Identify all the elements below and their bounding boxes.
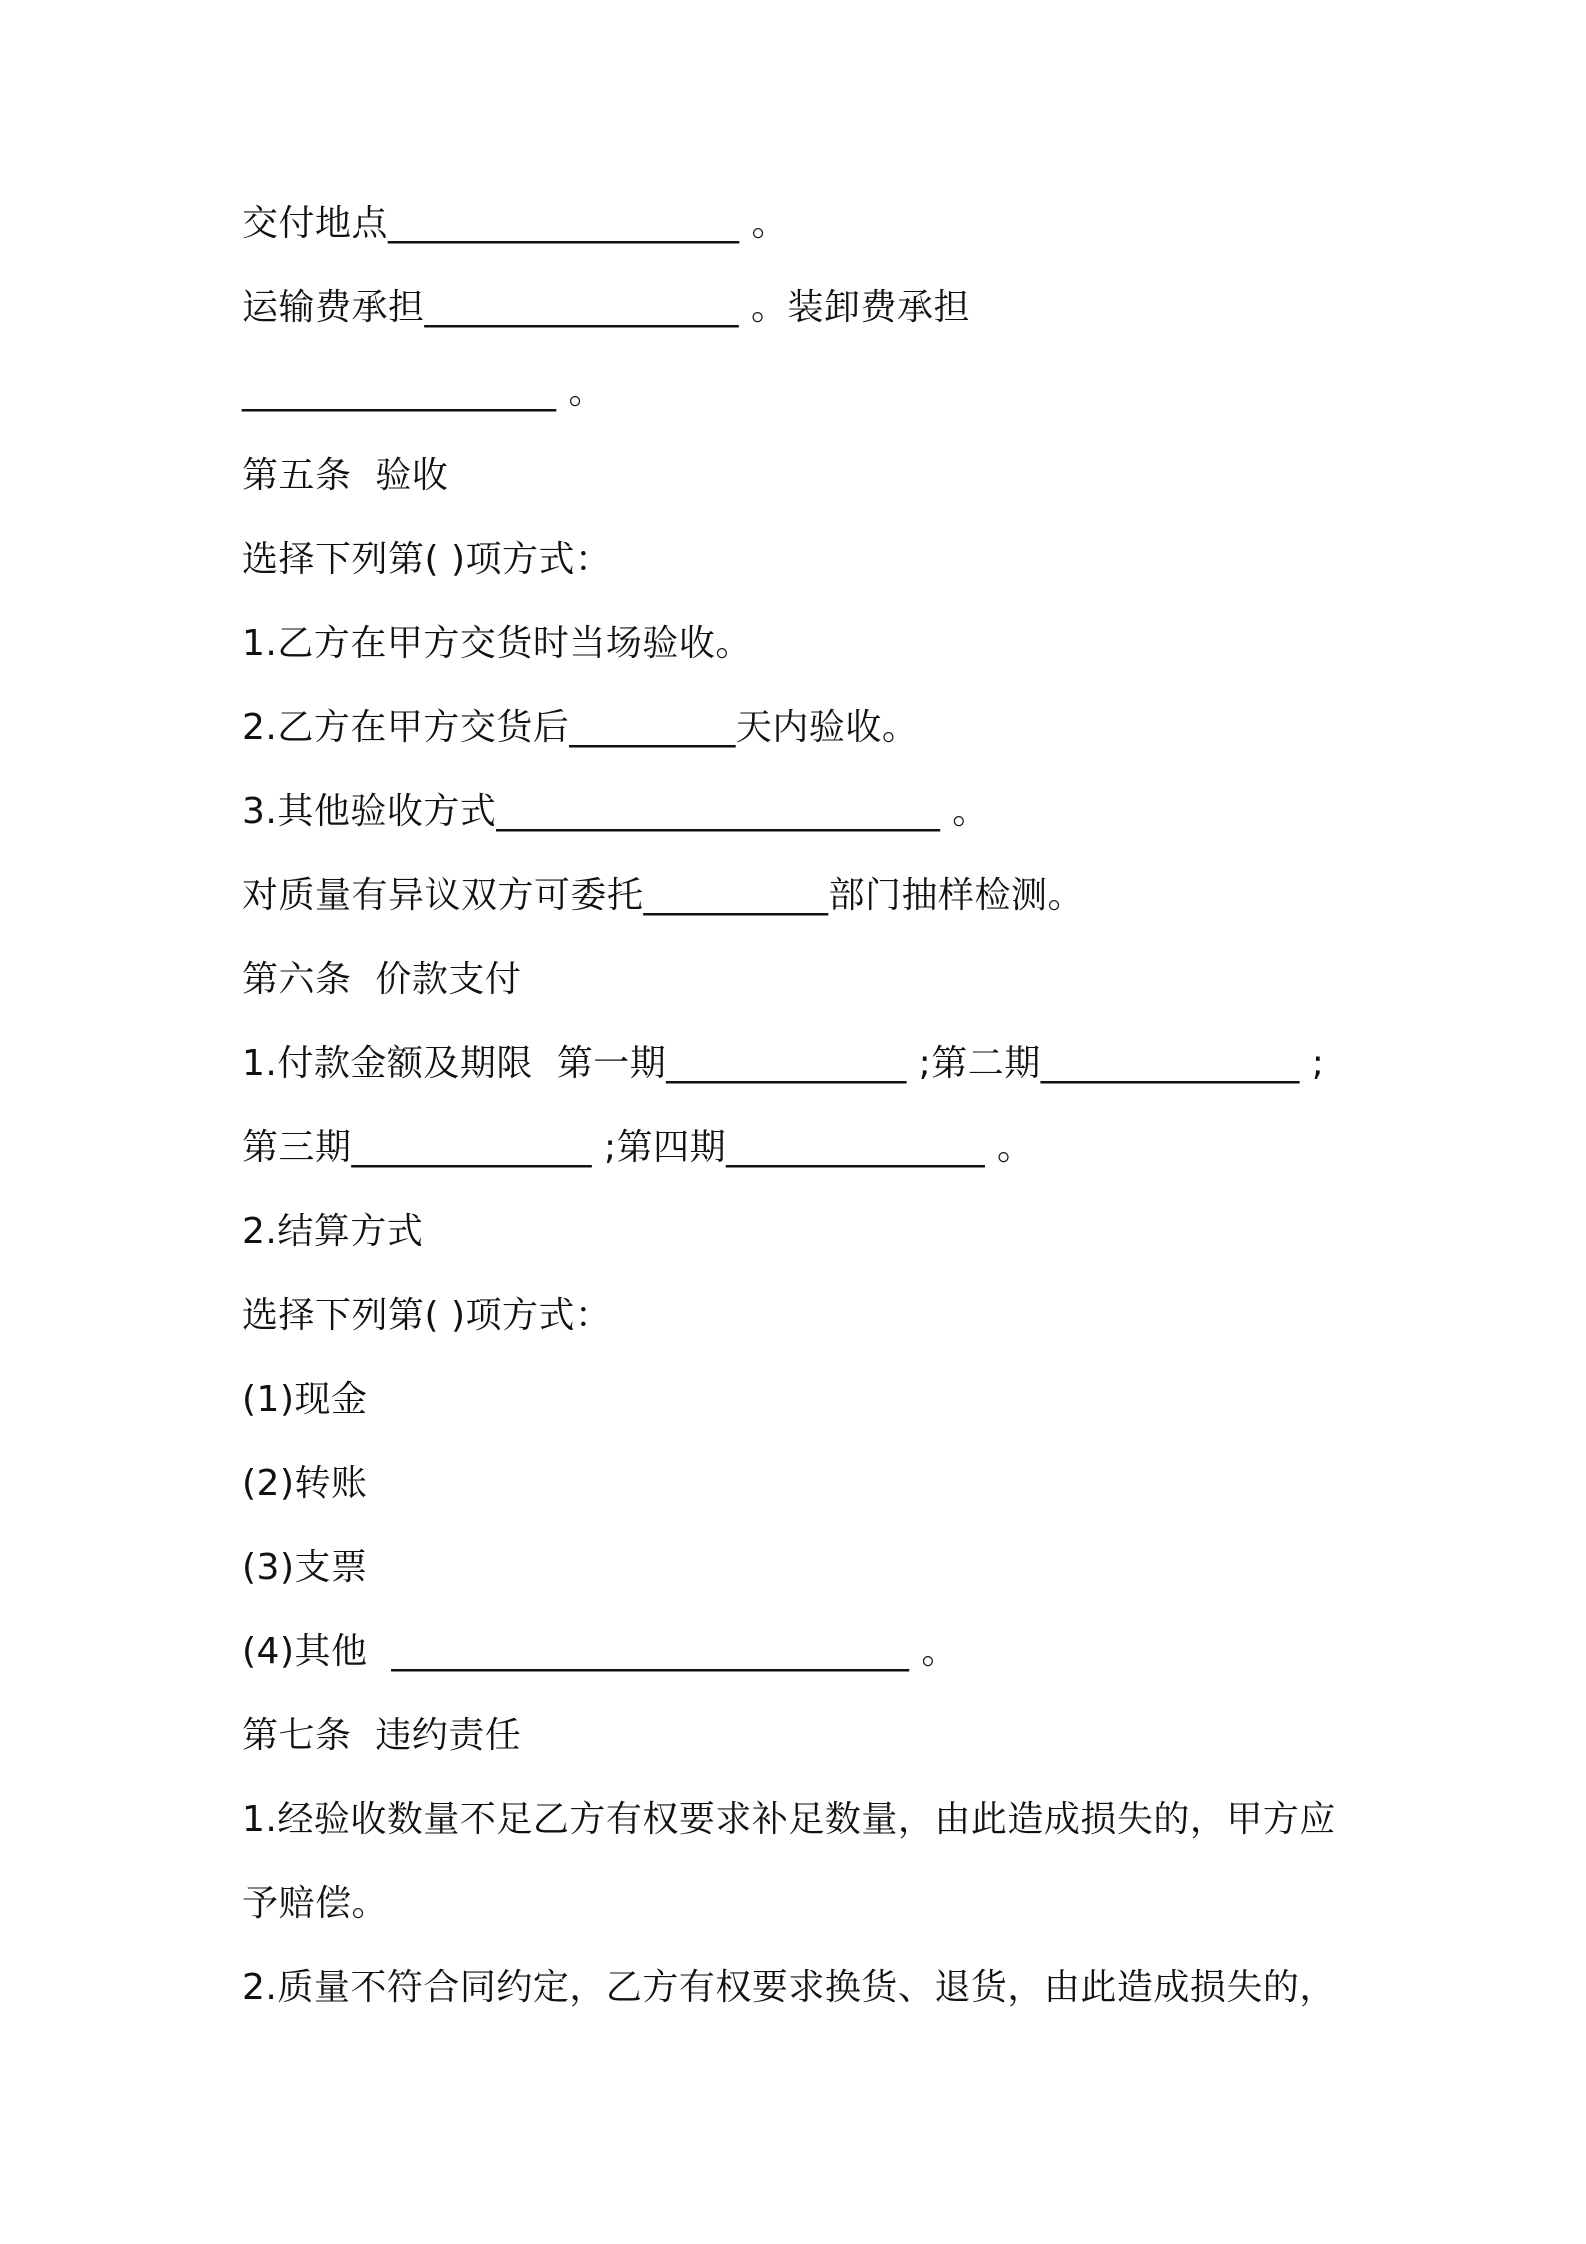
liability-clause-2a: 2.质量不符合同约定，乙方有权要求换货、退货，由此造成损失的， <box>242 1967 1336 2008</box>
acceptance-choice-line: 选择下列第( )项方式： <box>242 539 612 580</box>
payment-schedule-line-2: 第三期_____________ ;第四期______________ 。 <box>242 1127 1034 1168</box>
article-5-heading: 第五条 验收 <box>242 455 449 496</box>
delivery-location-line: 交付地点___________________ 。 <box>242 203 788 244</box>
payment-schedule-line-1: 1.付款金额及期限 第一期_____________ ;第二期______________ ; <box>242 1043 1325 1084</box>
freight-cost-line: 运输费承担_________________ 。装卸费承担 <box>242 287 970 328</box>
liability-clause-1b: 予赔偿。 <box>242 1883 389 1924</box>
settlement-option-transfer: (2)转账 <box>242 1463 368 1504</box>
settlement-choice-line: 选择下列第( )项方式： <box>242 1295 612 1336</box>
settlement-option-cheque: (3)支票 <box>242 1547 368 1588</box>
document-body <box>242 182 1372 2030</box>
quality-dispute-line: 对质量有异议双方可委托__________部门抽样检测。 <box>242 875 1085 916</box>
settlement-option-cash: (1)现金 <box>242 1379 368 1420</box>
article-6-heading: 第六条 价款支付 <box>242 959 522 1000</box>
acceptance-option-3: 3.其他验收方式________________________ 。 <box>242 791 989 832</box>
settlement-method-heading: 2.结算方式 <box>242 1211 424 1252</box>
acceptance-option-1: 1.乙方在甲方交货时当场验收。 <box>242 623 752 664</box>
loading-cost-blank-line: _________________ 。 <box>242 371 605 412</box>
article-7-heading: 第七条 违约责任 <box>242 1715 522 1756</box>
liability-clause-1a: 1.经验收数量不足乙方有权要求补足数量，由此造成损失的，甲方应 <box>242 1799 1336 1840</box>
settlement-option-other: (4)其他 ____________________________ 。 <box>242 1631 958 1672</box>
acceptance-option-2: 2.乙方在甲方交货后_________天内验收。 <box>242 707 919 748</box>
